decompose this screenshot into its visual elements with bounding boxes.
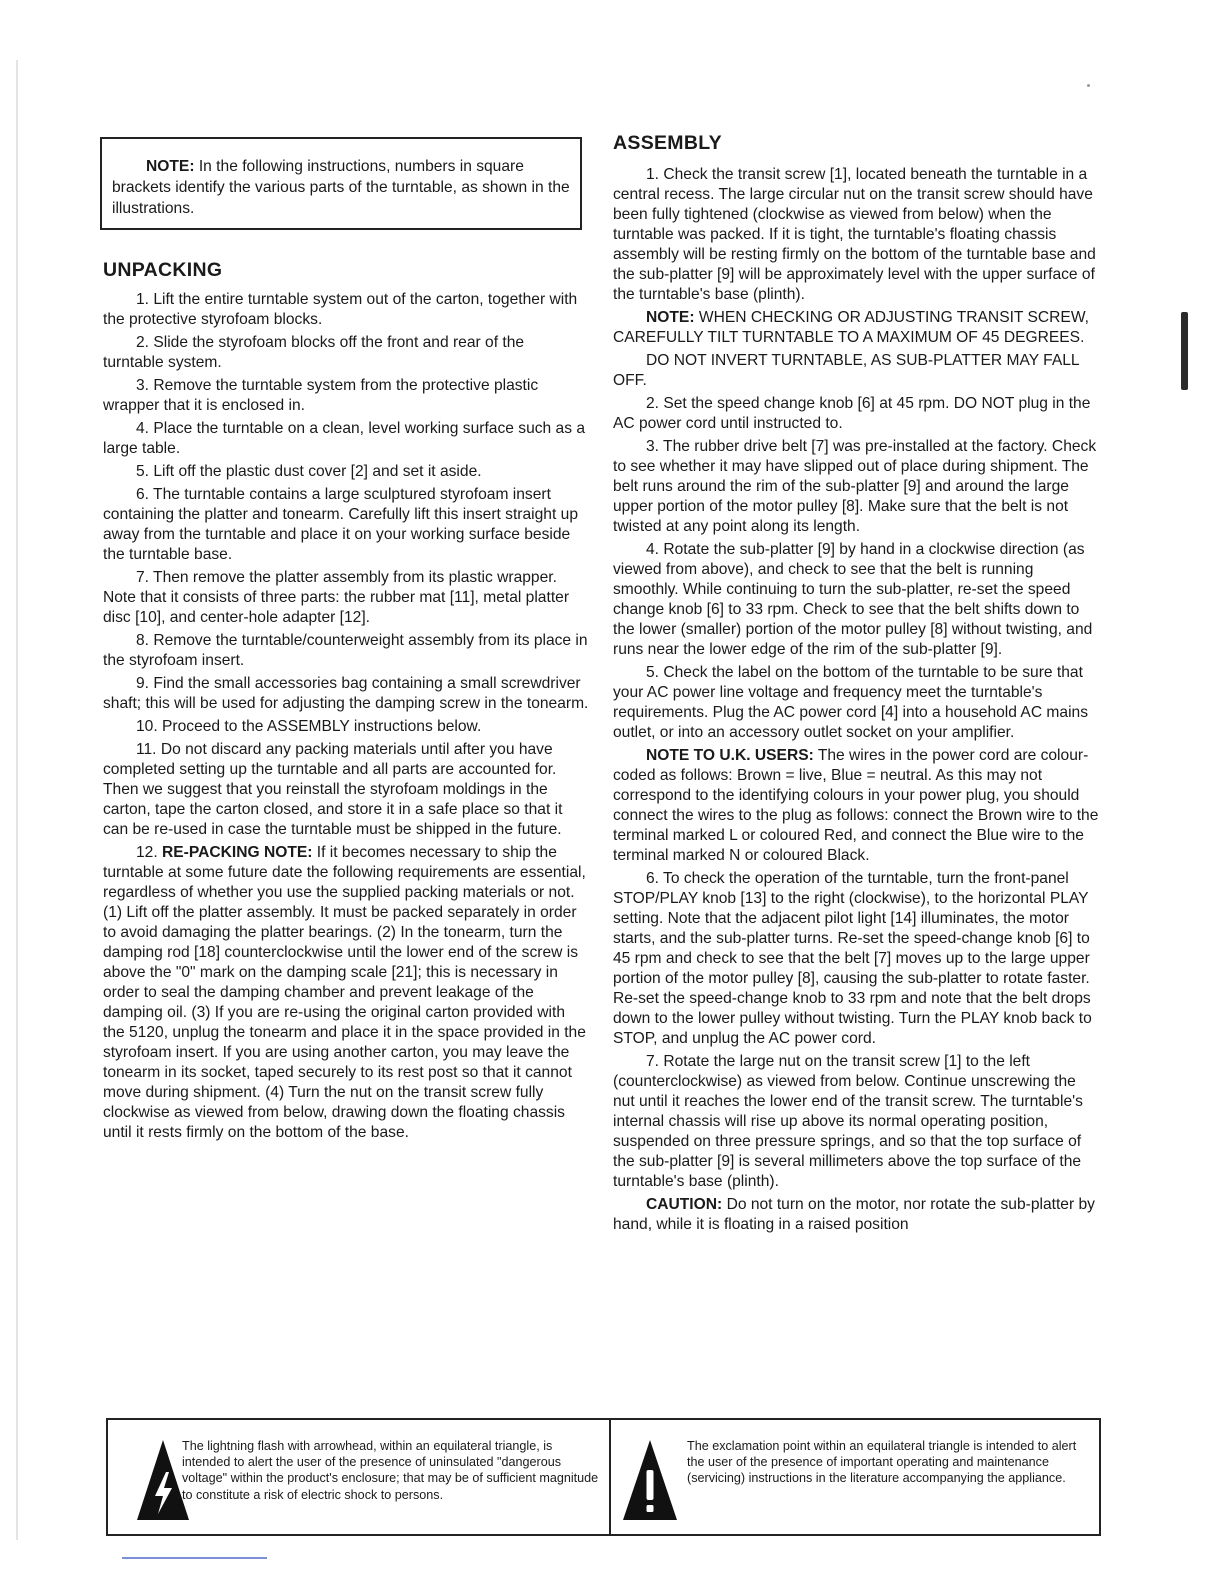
unpacking-step-2: 2. Slide the styrofoam blocks off the front and rear of the turntable system.: [103, 334, 525, 371]
safety-warning-box: [106, 1418, 1101, 1536]
unpacking-step-6: 6. The turntable contains a large sculptured styrofoam insert containing the platter and tonearm. Carefully lift this insert straight up away from the turntable and place it on your working surface beside the turntable base.: [103, 486, 578, 563]
assembly-step-5: 5. Check the label on the bottom of the turntable to be sure that your AC power line voltage and frequency meet the turntable's requirements. Plug the AC power cord [4] into a household AC mains outlet, or into an accessory outlet socket on your amplifier.: [613, 664, 1089, 741]
assembly-step-1: 1. Check the transit screw [1], located beneath the turntable in a central recess. The large circular nut on the transit screw should have been fully tightened (clockwise as viewed from below) when the turntable was packed. If it is tight, the turntable's floating chassis assembly will be resting firmly on the bottom of the turntable base and the sub-platter [9] will be approximately level with the upper surface of the turntable's base (plinth).: [613, 166, 1096, 303]
assembly-heading: ASSEMBLY: [613, 132, 722, 154]
assembly-section: [613, 133, 1099, 1238]
exclamation-warning-text: The exclamation point within an equilateral triangle is intended to alert the user of the presence of important operating and maintenance (servicing) instructions in the literature accompanying the appliance.: [687, 1439, 1077, 1486]
invert-warning: DO NOT INVERT TURNTABLE, AS SUB-PLATTER MAY FALL OFF.: [613, 352, 1079, 389]
lightning-warning-text: The lightning flash with arrowhead, within an equilateral triangle, is intended to alert the user of the presence of uninsulated "dangerous voltage" within the product's enclosure; that may be of sufficient magnitude to constitute a risk of electric shock to persons.: [182, 1439, 599, 1502]
unpacking-heading: UNPACKING: [103, 259, 223, 281]
unpacking-step-10: 10. Proceed to the ASSEMBLY instructions below.: [136, 718, 482, 735]
uk-users-label: NOTE TO U.K. USERS:: [646, 747, 814, 764]
uk-users-note: [613, 746, 1099, 866]
unpacking-step-12: [103, 843, 589, 1143]
assembly-step-7: 7. Rotate the large nut on the transit screw [1] to the left (counterclockwise) as viewed from below. Continue unscrewing the nut until it reaches the lower end of the transit screw. The turntable's internal chassis will rise up above its normal operating position, suspended on three pressure springs, and so that the top surface of the sub-platter [9] is several millimeters above the top surface of the turntable's base (plinth).: [613, 1053, 1083, 1190]
unpacking-step-4: 4. Place the turntable on a clean, level working surface such as a large table.: [103, 420, 586, 457]
caution-text: Do not turn on the motor, nor rotate the sub-platter by hand, while it is floating in a raised position: [613, 1196, 1095, 1233]
assembly-step-2: 2. Set the speed change knob [6] at 45 rpm. DO NOT plug in the AC power cord until instructed to.: [613, 395, 1091, 432]
scan-speck: [1087, 84, 1090, 87]
scan-margin-mark: [1181, 312, 1188, 390]
caution-note: [613, 1195, 1099, 1235]
lightning-warning: [108, 1420, 608, 1534]
step-12-number: 12.: [136, 844, 163, 861]
exclamation-warning: [611, 1420, 1101, 1534]
footer-rule: [122, 1557, 267, 1559]
uk-users-text: The wires in the power cord are colour-coded as follows: Brown = live, Blue = neutral. As this may not correspond to the identifying colours in your power plug, you should connect the wires to the plug as follows: connect the Brown wire to the terminal marked L or coloured Red, and connect the Blue wire to the terminal marked N or coloured Black.: [613, 747, 1099, 864]
unpacking-section: [103, 260, 589, 1146]
assembly-step-6: 6. To check the operation of the turntable, turn the front-panel STOP/PLAY knob [13] to the right (clockwise), to the horizontal PLAY setting. Note that the adjacent pilot light [14] illuminates, the motor starts, and the sub-platter turns. Re-set the speed-change knob [6] to 45 rpm and check to see that the belt [7] moves up to the large upper portion of the motor pulley [8], causing the sub-platter to rotate faster. Re-set the speed-change knob to 33 rpm and note that the belt drops down to the lower pulley without twisting. Turn the PLAY knob back to STOP, and unplug the AC power cord.: [613, 870, 1092, 1047]
unpacking-step-5: 5. Lift off the plastic dust cover [2] and set it aside.: [136, 463, 482, 480]
unpacking-step-7: 7. Then remove the platter assembly from its plastic wrapper. Note that it consists of three parts: the rubber mat [11], metal platter disc [10], and center-hole adapter [12].: [103, 569, 570, 626]
unpacking-step-3: 3. Remove the turntable system from the protective plastic wrapper that it is enclosed in.: [103, 377, 539, 414]
assembly-step-3: 3. The rubber drive belt [7] was pre-installed at the factory. Check to see whether it may have slipped out of place during shipment. The belt runs around the rim of the sub-platter [9] and around the large upper portion of the motor pulley [8]. Make sure that the belt is not twisted at any point along its length.: [613, 438, 1097, 535]
unpacking-step-8: 8. Remove the turntable/counterweight assembly from its place in the styrofoam insert.: [103, 632, 588, 669]
unpacking-step-11: 11. Do not discard any packing materials until after you have completed setting up the turntable and all parts are accounted for. Then we suggest that you reinstall the styrofoam moldings in the carton, tape the carton closed, and store it in a safe place so that it can be re-used in case the turntable must be shipped in the future.: [103, 741, 563, 838]
repacking-text: If it becomes necessary to ship the turntable at some future date the following requirements are essential, regardless of whether you use the supplied packing materials or not. (1) Lift off the platter assembly. It must be packed separately in order to avoid damaging the platter bearings. (2) In the tonearm, turn the damping rod [18] counterclockwise until the lower end of the screw is above the "0" mark on the damping scale [21]; this is necessary in order to seal the damping chamber and prevent leakage of the damping oil. (3) If you are re-using the original carton provided with the 5120, unplug the tonearm and place it in the space provided in the styrofoam insert. If you are using another carton, you may leave the tonearm in its socket, taped securely to its rest post so that it cannot move during shipment. (4) Turn the nut on the transit screw fully clockwise as viewed from below, drawing down the floating chassis until it rests firmly on the bottom of the base.: [103, 844, 586, 1141]
assembly-note-text: WHEN CHECKING OR ADJUSTING TRANSIT SCREW, CAREFULLY TILT TURNTABLE TO A MAXIMUM OF 45 DEGREES.: [613, 309, 1090, 346]
unpacking-step-9: 9. Find the small accessories bag containing a small screwdriver shaft; this will be used for adjusting the damping screw in the tonearm.: [103, 675, 589, 712]
page-edge-shadow: [16, 60, 18, 1540]
note-text: In the following instructions, numbers in square brackets identify the various parts of the turntable, as shown in the illustrations.: [112, 158, 570, 217]
unpacking-step-1: 1. Lift the entire turntable system out of the carton, together with the protective styrofoam blocks.: [103, 291, 578, 328]
note-box: [100, 137, 582, 230]
caution-label: CAUTION:: [646, 1196, 723, 1213]
assembly-note-label: NOTE:: [646, 309, 695, 326]
note-label: NOTE:: [146, 158, 195, 175]
assembly-note: [613, 308, 1099, 348]
assembly-step-4: 4. Rotate the sub-platter [9] by hand in a clockwise direction (as viewed from above), and check to see that the belt is running smoothly. While continuing to turn the sub-platter, re-set the speed change knob [6] to 33 rpm. Check to see that the belt shifts down to the lower (smaller) portion of the motor pulley [8] without twisting, and runs near the lower edge of the rim of the sub-platter [9].: [613, 541, 1093, 658]
repacking-label: RE-PACKING NOTE:: [162, 844, 313, 861]
exclamation-triangle-icon: [621, 1438, 679, 1522]
